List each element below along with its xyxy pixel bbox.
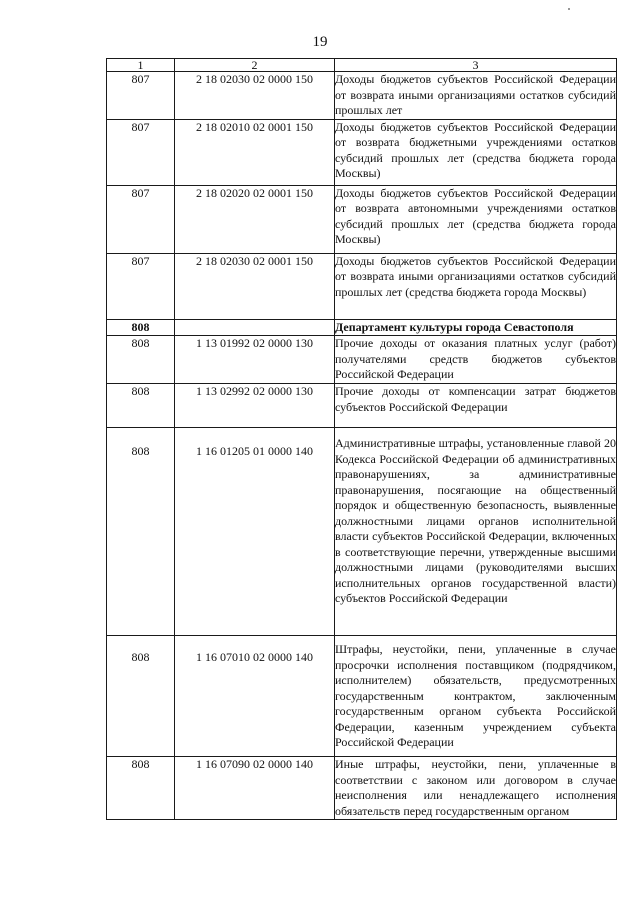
- revenue-codes-table: [106, 58, 617, 820]
- budget-code-cell: 1 16 07010 02 0000 140: [175, 636, 335, 757]
- admin-code-cell: 807: [107, 253, 175, 319]
- table-row: [107, 185, 617, 253]
- table-row: [107, 72, 617, 120]
- table-row: [107, 253, 617, 319]
- budget-code-cell: 2 18 02030 02 0000 150: [175, 72, 335, 120]
- table-row: [107, 119, 617, 185]
- budget-code-cell: 1 16 07090 02 0000 140: [175, 757, 335, 820]
- table-row: [107, 384, 617, 428]
- table-header-row: [107, 59, 617, 72]
- budget-code-cell: 2 18 02010 02 0001 150: [175, 119, 335, 185]
- description-cell: Доходы бюджетов субъектов Российской Федерации от возврата иными организациями остатков субсидий прошлых лет (средства бюджета города Москвы): [335, 253, 617, 319]
- scan-speck: [568, 8, 570, 10]
- description-cell: Доходы бюджетов субъектов Российской Федерации от возврата иными организациями остатков субсидий прошлых лет: [335, 72, 616, 117]
- admin-code-cell: 808: [107, 336, 175, 384]
- budget-code-cell: 1 13 02992 02 0000 130: [175, 384, 335, 428]
- department-row: [107, 319, 617, 336]
- admin-code-cell: 808: [107, 636, 175, 757]
- description-cell: Доходы бюджетов субъектов Российской Федерации от возврата автономными учреждениями остатков субсидий прошлых лет (средства бюджета города Москвы): [335, 185, 617, 253]
- description-cell: Прочие доходы от оказания платных услуг (работ) получателями средств бюджетов субъектов Российской Федерации: [335, 336, 617, 384]
- budget-code-cell: 1 13 01992 02 0000 130: [175, 336, 335, 384]
- admin-code-cell: 807: [107, 72, 175, 120]
- admin-code-cell: 807: [107, 185, 175, 253]
- page-number: 19: [312, 34, 328, 50]
- department-title-cell: Департамент культуры города Севастополя: [335, 319, 617, 336]
- column-header-code: 2: [175, 59, 335, 72]
- admin-code-cell: 807: [107, 119, 175, 185]
- admin-code-cell: 808: [107, 428, 175, 636]
- description-cell: Штрафы, неустойки, пени, уплаченные в случае просрочки исполнения поставщиком (подрядчиком, исполнителем) обязательств, предусмотренных государственным контрактом, заключенным государственным органом субъекта Российской Федерации, казенным учреждением субъекта Российской Федерации: [335, 636, 617, 757]
- table-row: [107, 757, 617, 820]
- admin-code-cell: 808: [107, 319, 175, 336]
- description-cell: Административные штрафы, установленные главой 20 Кодекса Российской Федерации об административных правонарушениях, за административные правонарушения, посягающие на общественный порядок и общественную безопасность, выявленные должностными лицами органов исполнительной власти субъектов Российской Федерации, включенных в соответствующие перечни, утвержденные высшими должностными лицами (руководителями высших исполнительных органов государственной власти) субъектов Российской Федерации: [335, 428, 617, 636]
- budget-code-cell: 1 16 01205 01 0000 140: [175, 428, 335, 636]
- column-header-description: 3: [335, 59, 617, 72]
- table-row: [107, 336, 617, 384]
- budget-code-cell: 2 18 02030 02 0001 150: [175, 253, 335, 319]
- budget-code-cell: 2 18 02020 02 0001 150: [175, 185, 335, 253]
- description-cell: Доходы бюджетов субъектов Российской Федерации от возврата бюджетными учреждениями остатков субсидий прошлых лет (средства бюджета города Москвы): [335, 119, 617, 185]
- description-cell: Иные штрафы, неустойки, пени, уплаченные в соответствии с законом или договором в случае неисполнения или ненадлежащего исполнения обязательств перед государственным органом: [335, 757, 616, 818]
- column-header-admin: 1: [107, 59, 175, 72]
- table-row: [107, 636, 617, 757]
- table-row: [107, 428, 617, 636]
- budget-code-cell: [175, 319, 335, 336]
- description-cell: Прочие доходы от компенсации затрат бюджетов субъектов Российской Федерации: [335, 384, 617, 428]
- admin-code-cell: 808: [107, 757, 175, 820]
- admin-code-cell: 808: [107, 384, 175, 428]
